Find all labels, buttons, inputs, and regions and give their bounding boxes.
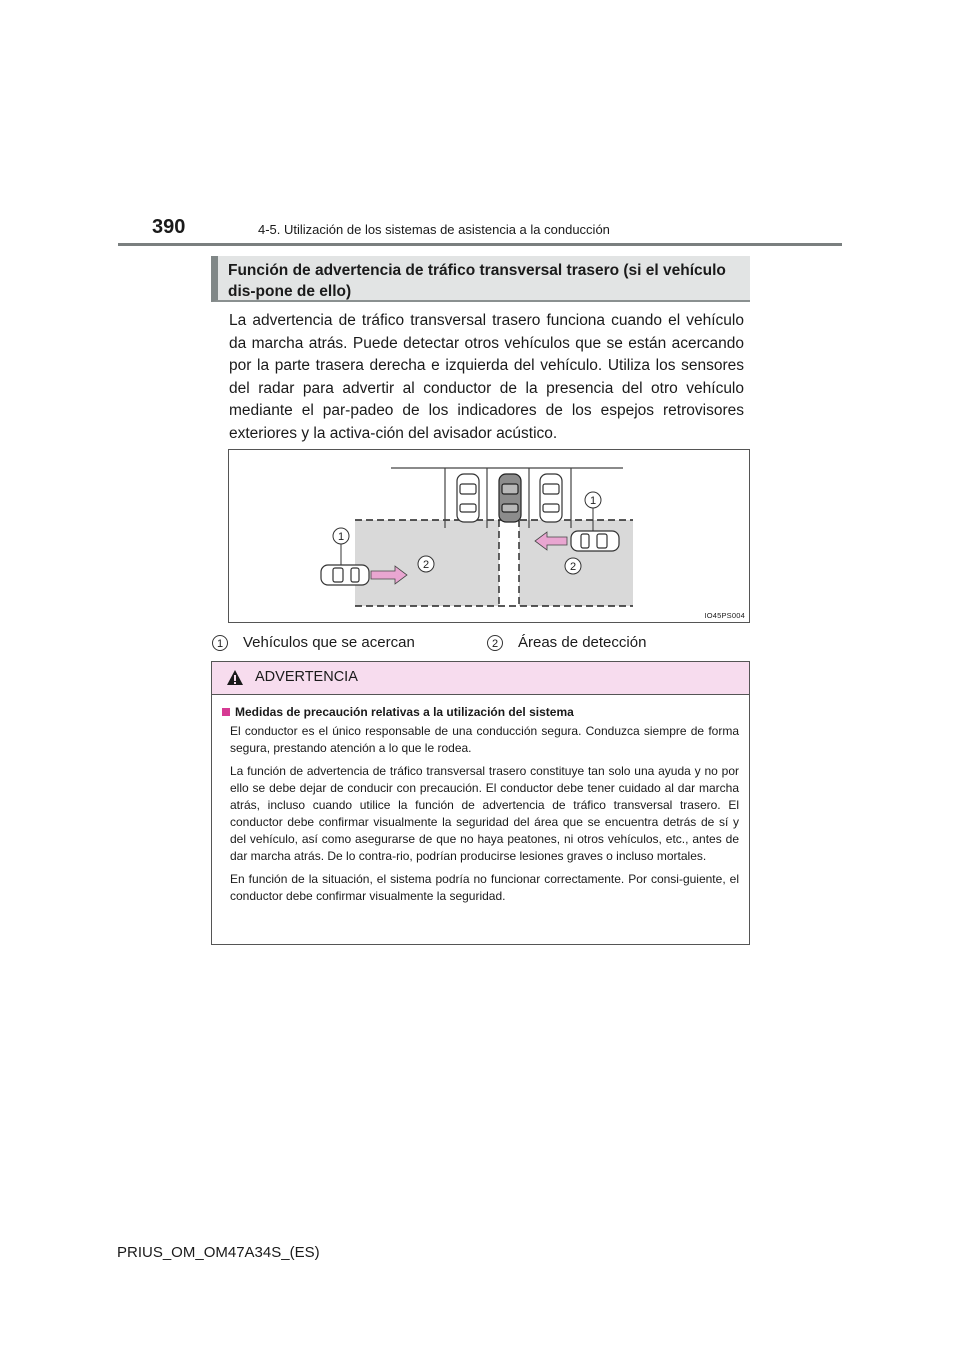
footer-document-code: PRIUS_OM_OM47A34S_(ES) <box>117 1244 320 1261</box>
warning-paragraph: La función de advertencia de tráfico transversal trasero constituye tan solo una ayuda y no por ello se debe dejar de conducir con precaución. El conductor debe tener cuidado al dar marcha atrás, incluso cuando utilice la función de advertencia de tráfico transversal trasero. El conductor debe confirmar visualmente la seguridad del área que se encuentra detrás de sí y del vehículo, así como asegurarse de que no haya peatones, ni otros vehículos, etc., antes de dar marcha atrás. De lo contra-rio, podrían producirse lesiones graves o incluso mortales. <box>230 764 739 863</box>
callout-2-right: 2 <box>569 561 577 573</box>
header-divider <box>118 243 842 246</box>
legend-item <box>212 634 415 651</box>
figure-code: IO45PS004 <box>704 611 745 620</box>
warning-box <box>211 661 750 945</box>
approaching-car-right <box>571 531 619 551</box>
callout-1-right: 1 <box>589 495 597 507</box>
bullet-square-icon <box>222 708 230 716</box>
page-number: 390 <box>152 216 186 238</box>
approaching-car-left <box>321 565 369 585</box>
warning-label: ADVERTENCIA <box>255 669 358 685</box>
sub-heading-text: Función de advertencia de tráfico transversal trasero (si el vehículo dis-pone de ello) <box>228 262 726 300</box>
warning-title <box>222 705 739 719</box>
section-title: 4-5. Utilización de los sistemas de asistencia a la conducción <box>258 222 610 237</box>
intro-paragraph: La advertencia de tráfico transversal trasero funciona cuando el vehículo da marcha atrás. Puede detectar otros vehículos que se están acercando por la parte trasera derecha e izquierda del vehículo. Utiliza los sensores del radar para advertir al conductor de la presencia del otro vehículo mediante el par-padeo de los indicadores de los espejos retrovisores exteriores y la activa-ción del avisador acústico. <box>229 312 744 442</box>
warning-paragraph: El conductor es el único responsable de una conducción segura. Conduzca siempre de forma segura, prestando atención a lo que le rodea. <box>230 724 739 755</box>
sub-heading <box>211 256 750 302</box>
parked-car-left <box>457 474 479 522</box>
parked-car-right <box>540 474 562 522</box>
callout-1-left: 1 <box>337 531 345 543</box>
warning-triangle-icon <box>226 669 244 686</box>
callout-2-left: 2 <box>422 559 430 571</box>
warning-body <box>212 695 749 905</box>
warning-header <box>212 662 749 695</box>
warning-paragraph: En función de la situación, el sistema podría no funcionar correctamente. Por consi-guiente, el conductor debe confirmar visualmente la seguridad. <box>230 872 739 903</box>
legend-number: 2 <box>487 635 503 651</box>
parked-car-center-reversing <box>499 474 521 522</box>
warning-title-text: Medidas de precaución relativas a la utilización del sistema <box>235 705 574 719</box>
rear-cross-traffic-figure <box>228 449 750 623</box>
legend-label: Vehículos que se acercan <box>243 634 415 651</box>
legend-label: Áreas de detección <box>518 634 647 651</box>
legend-item <box>487 634 646 651</box>
parking-illustration <box>229 450 749 622</box>
legend-number: 1 <box>212 635 228 651</box>
